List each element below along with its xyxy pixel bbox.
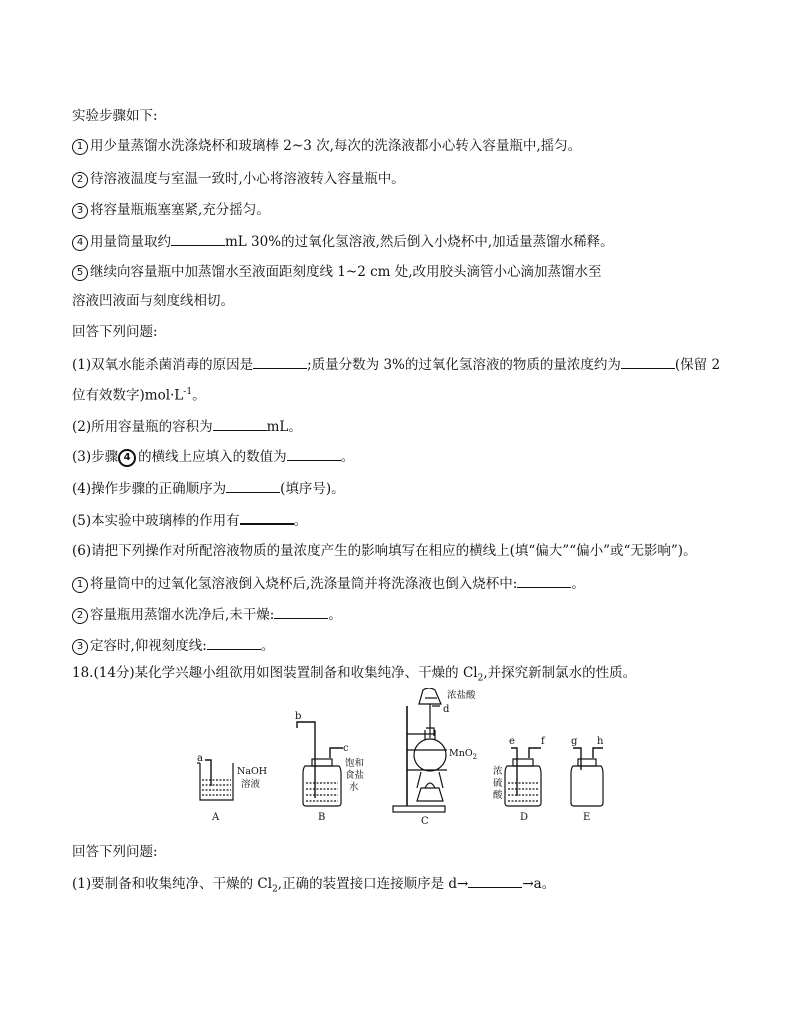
subscript: 2 xyxy=(477,673,484,684)
question-text: 。 xyxy=(328,607,342,623)
reagent-label: 浓 xyxy=(493,766,503,777)
port-c-label: c xyxy=(343,743,349,754)
question-text: 容量瓶用蒸馏水洗净后,未干燥: xyxy=(90,607,275,623)
question-text: (填序号)。 xyxy=(280,481,345,497)
apparatus-letter-E: E xyxy=(583,812,591,823)
question-text: 位有效数字)mol·L xyxy=(72,387,184,404)
question-text: mL。 xyxy=(266,419,302,435)
step-4 xyxy=(72,232,614,251)
question-text: (3)步骤 xyxy=(72,449,119,465)
step-text: 待溶液温度与室温一致时,小心将溶液转入容量瓶中。 xyxy=(90,171,405,187)
question-text: 的横线上应填入的数值为 xyxy=(138,449,287,465)
step-number: 4 xyxy=(72,235,88,251)
funnel-reagent-label: 浓盐酸 xyxy=(447,690,476,701)
answer-blank[interactable] xyxy=(171,232,225,246)
port-b-label: b xyxy=(295,711,302,722)
step-text: 继续向容量瓶中加蒸馏水至液面距刻度线 1~2 cm 处,改用胶头滴管小心滴加蒸馏水至 xyxy=(90,264,602,280)
question-2 xyxy=(72,417,302,436)
question-text: (保留 2 xyxy=(674,357,721,373)
question-5 xyxy=(72,510,307,530)
port-d-label: d xyxy=(443,704,450,715)
apparatus-letter-A: A xyxy=(212,812,220,823)
answer-blank[interactable] xyxy=(517,574,571,588)
question-1 xyxy=(72,355,720,374)
step-reference: 4 xyxy=(118,449,136,467)
question-text: 。 xyxy=(192,387,206,404)
reagent-label: 食盐 xyxy=(345,770,365,781)
question-text: 。 xyxy=(340,449,355,465)
question-18-1 xyxy=(72,874,555,899)
step-text: 将容量瓶瓶塞塞紧,充分摇匀。 xyxy=(90,202,270,218)
answer-blank[interactable] xyxy=(287,447,341,461)
question-6-item-3 xyxy=(72,636,274,655)
answer-blank[interactable] xyxy=(621,355,675,369)
reagent-label: 饱和 xyxy=(345,758,365,769)
port-g-label: g xyxy=(571,736,578,747)
step-number: 2 xyxy=(72,172,88,188)
question-1-continued xyxy=(72,383,206,405)
step-number: 1 xyxy=(72,139,88,155)
steps-heading: 实验步骤如下: xyxy=(72,108,158,124)
apparatus-letter-D: D xyxy=(520,812,529,823)
apparatus-letter-C: C xyxy=(421,816,429,826)
question-text: ;质量分数为 3%的过氧化氢溶液的物质的量浓度约为 xyxy=(307,357,621,373)
question-text: 。 xyxy=(571,576,585,592)
answer-blank[interactable] xyxy=(253,355,307,369)
question-6-item-2 xyxy=(72,605,342,624)
question-text: (1)要制备和收集纯净、干燥的 Cl xyxy=(72,876,273,892)
question-text: ,并探究新制氯水的性质。 xyxy=(483,665,637,681)
question-text: 定容时,仰视刻度线: xyxy=(90,638,207,654)
step-number: 3 xyxy=(72,203,88,219)
answer-blank[interactable] xyxy=(226,479,280,493)
reagent-label: 酸 xyxy=(493,790,503,801)
reagent-label: NaOH xyxy=(237,766,268,777)
apparatus-A xyxy=(197,760,233,800)
apparatus-letter-B: B xyxy=(318,812,326,823)
port-a-label: a xyxy=(197,753,203,764)
port-e-label: e xyxy=(509,736,515,747)
step-3 xyxy=(72,201,270,219)
question-text: 。 xyxy=(260,638,275,654)
answer-blank[interactable] xyxy=(468,874,522,888)
step-number: 5 xyxy=(72,265,88,281)
question-3 xyxy=(72,447,354,467)
step-text: 用量筒量取约 xyxy=(90,234,171,250)
apparatus-C xyxy=(393,688,447,812)
apparatus-D xyxy=(505,748,541,806)
answer-blank[interactable] xyxy=(274,605,328,619)
question-text: (1)双氧水能杀菌消毒的原因是 xyxy=(72,357,254,373)
question-text: (5)本实验中玻璃棒的作用有 xyxy=(72,513,240,529)
question-6-item-1 xyxy=(72,574,585,593)
item-number: 3 xyxy=(72,639,88,655)
unit-superscript: -1 xyxy=(183,387,193,397)
apparatus-E xyxy=(571,748,603,806)
question-18-intro xyxy=(72,664,636,688)
item-number: 1 xyxy=(72,577,88,593)
step-5-continued: 溶液凹液面与刻度线相切。 xyxy=(72,293,234,309)
port-f-label: f xyxy=(541,736,545,747)
question-text: →a。 xyxy=(522,876,556,892)
question-text: 。 xyxy=(293,513,308,529)
question-text: ,正确的装置接口连接顺序是 d→ xyxy=(277,876,469,892)
answer-heading: 回答下列问题: xyxy=(72,324,158,340)
question-text: 18.(14分)某化学兴趣小组欲用如图装置制备和收集纯净、干燥的 Cl xyxy=(72,665,478,681)
step-text: mL 30%的过氧化氢溶液,然后倒入小烧杯中,加适量蒸馏水稀释。 xyxy=(225,234,614,250)
question-6: (6)请把下列操作对所配溶液物质的量浓度产生的影响填写在相应的横线上(填“偏大”“偏小”或“无影响”)。 xyxy=(72,543,697,559)
question-text: (4)操作步骤的正确顺序为 xyxy=(72,481,227,497)
reagent-label: 水 xyxy=(349,782,359,793)
port-h-label: h xyxy=(597,736,604,747)
apparatus-B xyxy=(297,722,343,806)
answer-blank[interactable] xyxy=(240,510,294,525)
reagent-label: 硫 xyxy=(493,778,503,789)
answer-heading-2: 回答下列问题: xyxy=(72,844,158,860)
step-1 xyxy=(72,137,581,155)
step-text: 用少量蒸馏水洗涤烧杯和玻璃棒 2~3 次,每次的洗涤液都小心转入容量瓶中,摇匀。 xyxy=(90,138,582,154)
question-text: (2)所用容量瓶的容积为 xyxy=(72,419,213,435)
solid-reagent-label: MnO$_2$ xyxy=(449,748,478,761)
answer-blank[interactable] xyxy=(207,636,261,650)
step-2 xyxy=(72,170,405,188)
step-5 xyxy=(72,263,602,281)
answer-blank[interactable] xyxy=(213,417,267,431)
question-text: 将量筒中的过氧化氢溶液倒入烧杯后,洗涤量筒并将洗涤液也倒入烧杯中: xyxy=(90,576,518,592)
apparatus-diagram xyxy=(185,688,625,826)
reagent-label: 溶液 xyxy=(241,779,261,790)
question-4 xyxy=(72,479,345,498)
subscript: 2 xyxy=(272,884,278,895)
item-number: 2 xyxy=(72,608,88,624)
